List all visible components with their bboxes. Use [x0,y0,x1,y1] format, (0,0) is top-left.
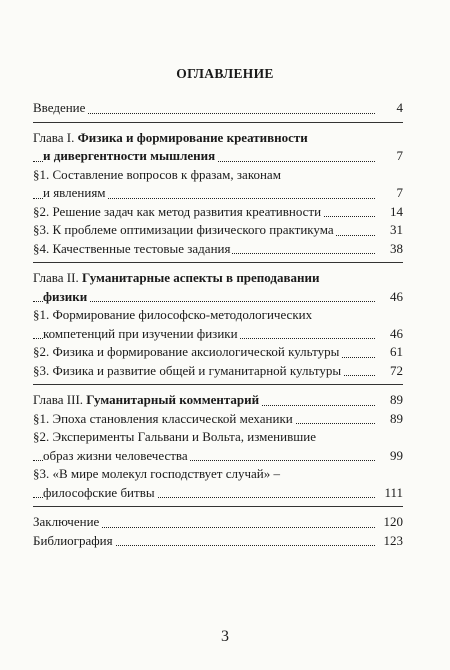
chapter-title: и дивергентности мышления [43,148,216,163]
entry-title: компетенций при изучении физики [43,325,238,341]
entry-page-number: 123 [382,532,404,551]
chapter-title: Физика и формирование креативности [77,129,308,145]
toc-entry[interactable] [33,513,403,532]
chapter-title: Гуманитарные аспекты в преподавании [81,270,320,285]
toc-entry[interactable] [33,343,403,362]
entry-page-number: 7 [395,184,404,203]
toc-section [33,513,403,554]
table-of-contents [33,99,403,560]
page-number: 3 [221,628,229,645]
entry-title: §2. Физика и формирование аксиологической культуры [33,344,340,359]
entry-title: §1. Эпоха становления классической механики [33,410,293,426]
entry-page-number: 7 [395,147,404,166]
chapter-prefix: Глава III. [33,392,87,407]
entry-page-number: 46 [388,325,403,344]
entry-page-number: 46 [388,288,403,307]
entry-title: §2. Эксперименты Гальвани и Вольта, изменившие [33,429,316,444]
chapter-title: физики [43,288,88,304]
entry-title: Заключение [33,514,100,529]
entry-page-number: 89 [388,391,403,410]
entry-page-number: 89 [388,410,403,429]
entry-title: Введение [33,100,86,115]
entry-title: Библиография [33,532,113,548]
toc-section [33,269,403,385]
toc-entry[interactable] [33,269,403,306]
toc-title: ОГЛАВЛЕНИЕ [176,66,274,81]
toc-entry[interactable] [33,306,403,343]
toc-entry[interactable] [33,203,403,222]
entry-title: §3. Физика и развитие общей и гуманитарной культуры [33,362,342,378]
entry-page-number: 61 [388,343,403,362]
entry-title: философские битвы [43,484,155,500]
entry-page-number: 120 [382,513,404,532]
toc-entry[interactable] [33,465,403,502]
chapter-title: Гуманитарный комментарий [86,392,260,407]
entry-page-number: 111 [382,484,403,503]
toc-entry[interactable] [33,362,403,381]
toc-section [33,391,403,507]
entry-page-number: 14 [388,203,403,222]
toc-entry[interactable] [33,391,403,410]
toc-entry[interactable] [33,240,403,259]
entry-title: §3. К проблеме оптимизации физического практикума [33,222,334,237]
entry-page-number: 4 [395,99,404,118]
entry-title: §1. Составление вопросов к фразам, законам [33,166,281,182]
entry-page-number: 72 [388,362,403,381]
toc-entry[interactable] [33,221,403,240]
toc-entry[interactable] [33,166,403,203]
entry-title: §2. Решение задач как метод развития креативности [33,203,322,219]
entry-page-number: 99 [388,447,403,466]
entry-title: §3. «В мире молекул господствует случай» – [33,466,280,481]
toc-entry[interactable] [33,129,403,166]
toc-section [33,129,403,264]
toc-entry[interactable] [33,532,403,551]
entry-page-number: 38 [388,240,403,259]
entry-title: §1. Формирование философско-методологических [33,307,313,322]
chapter-prefix: Глава II. [33,270,82,285]
toc-entry[interactable] [33,410,403,429]
toc-entry[interactable] [33,99,403,118]
toc-section [33,99,403,123]
chapter-prefix: Глава I. [33,129,78,145]
entry-title: §4. Качественные тестовые задания [33,240,231,256]
entry-title: и явлениям [43,185,106,200]
entry-page-number: 31 [388,221,403,240]
entry-title: образ жизни человечества [43,447,188,463]
toc-entry[interactable] [33,428,403,465]
